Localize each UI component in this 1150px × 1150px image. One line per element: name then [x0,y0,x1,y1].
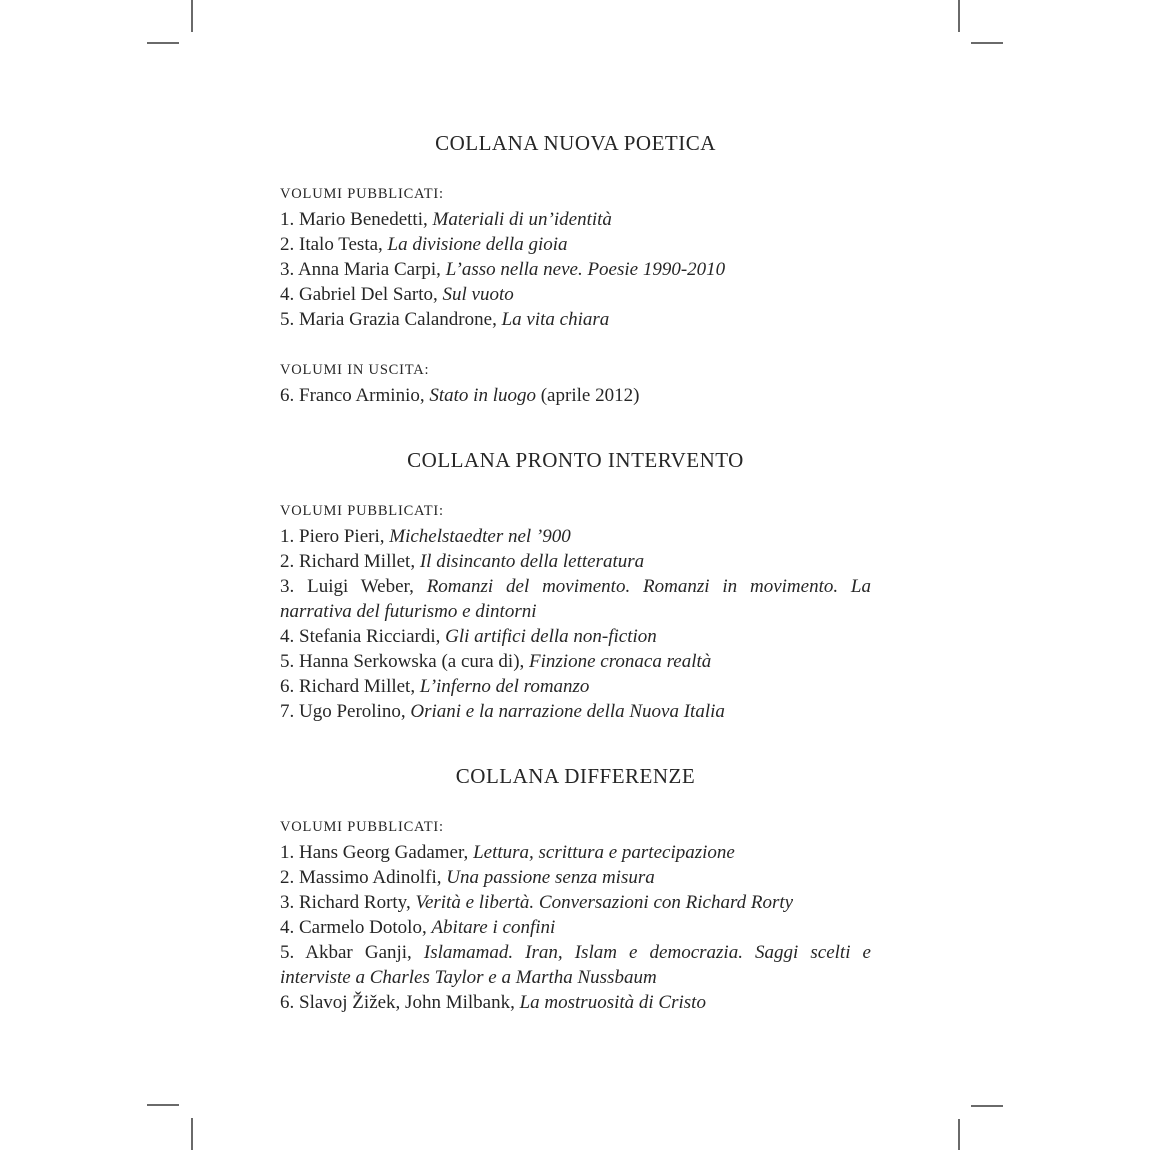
book-title: Islamamad. Iran, Islam e democrazia. Saggi scelti e interviste a Charles Taylor e a Martha Nussbaum [280,942,871,988]
book-number-author: 5. Akbar Ganji, [280,942,424,963]
book-title: La divisione della gioia [387,234,568,255]
book-list-item [280,890,871,915]
volume-group [280,815,871,1015]
book-list-item [280,865,871,890]
volume-group [280,499,871,724]
book-number-author: 2. Italo Testa, [280,234,388,255]
book-number-author: 6. Slavoj Žižek, John Milbank, [280,992,520,1013]
book-list-item [280,524,871,549]
sections-root [280,131,871,1015]
collana-title: COLLANA NUOVA POETICA [435,131,716,155]
book-title: Oriani e la narrazione della Nuova Italia [410,701,725,722]
book-number-author: 2. Richard Millet, [280,551,420,572]
book-title: Gli artifici della non-fiction [445,626,657,647]
book-title: L’asso nella neve. Poesie 1990-2010 [445,259,726,280]
volume-group [280,358,871,408]
volume-group-label: VOLUMI IN USCITA: [280,362,430,378]
book-note: (aprile 2012) [535,385,640,406]
book-title: Romanzi del movimento. Romanzi in movimento. La narrativa del futurismo e dintorni [280,576,871,622]
book-number-author: 3. Luigi Weber, [280,576,427,597]
book-list-item [280,574,871,624]
crop-mark-top-left-vertical [191,0,193,32]
book-title: Michelstaedter nel ’900 [389,526,571,547]
book-title: Materiali di un’identità [432,209,612,230]
volume-group-label: VOLUMI PUBBLICATI: [280,186,444,202]
volume-group-label: VOLUMI PUBBLICATI: [280,819,444,835]
book-number-author: 4. Carmelo Dotolo, [280,917,432,938]
crop-mark-bottom-left-horizontal [147,1104,179,1106]
crop-mark-top-right-horizontal [971,42,1003,44]
book-list-item [280,940,871,990]
book-title: La mostruosità di Cristo [519,992,706,1013]
book-list-item [280,282,871,307]
book-number-author: 4. Stefania Ricciardi, [280,626,446,647]
book-number-author: 1. Hans Georg Gadamer, [280,842,474,863]
book-title: Abitare i confini [431,917,556,938]
book-list-item [280,649,871,674]
book-list-item [280,840,871,865]
book-number-author: 1. Mario Benedetti, [280,209,433,230]
book-list-item [280,674,871,699]
book-number-author: 5. Hanna Serkowska (a cura di), [280,651,530,672]
book-list-item [280,383,871,408]
book-list-item [280,257,871,282]
book-number-author: 6. Franco Arminio, [280,385,430,406]
collana-section [280,448,871,724]
book-list-item [280,232,871,257]
crop-mark-top-right-vertical [958,0,960,32]
book-number-author: 3. Anna Maria Carpi, [280,259,446,280]
book-title: Stato in luogo [429,385,536,406]
book-list-item [280,624,871,649]
book-title: Verità e libertà. Conversazioni con Richard Rorty [415,892,794,913]
book-title: Il disincanto della letteratura [419,551,645,572]
book-title: Finzione cronaca realtà [529,651,712,672]
book-number-author: 2. Massimo Adinolfi, [280,867,447,888]
collana-section [280,764,871,1015]
book-number-author: 5. Maria Grazia Calandrone, [280,309,502,330]
book-number-author: 1. Piero Pieri, [280,526,390,547]
book-list-item [280,307,871,332]
book-title: La vita chiara [501,309,610,330]
crop-mark-top-left-horizontal [147,42,179,44]
book-title: L’inferno del romanzo [419,676,590,697]
book-list-item [280,915,871,940]
collana-section [280,131,871,408]
collana-title: COLLANA PRONTO INTERVENTO [407,448,744,472]
volume-group [280,182,871,332]
crop-mark-bottom-right-horizontal [971,1105,1003,1107]
crop-mark-bottom-left-vertical [191,1118,193,1150]
book-number-author: 4. Gabriel Del Sarto, [280,284,443,305]
book-number-author: 3. Richard Rorty, [280,892,416,913]
collana-title: COLLANA DIFFERENZE [455,764,696,788]
book-list-item [280,699,871,724]
volume-group-label: VOLUMI PUBBLICATI: [280,503,444,519]
book-list-item [280,990,871,1015]
book-number-author: 6. Richard Millet, [280,676,420,697]
book-list-item [280,549,871,574]
book-title: Una passione senza misura [446,867,655,888]
crop-mark-bottom-right-vertical [958,1119,960,1150]
book-title: Sul vuoto [442,284,514,305]
book-number-author: 7. Ugo Perolino, [280,701,411,722]
book-list-item [280,207,871,232]
book-title: Lettura, scrittura e partecipazione [473,842,735,863]
